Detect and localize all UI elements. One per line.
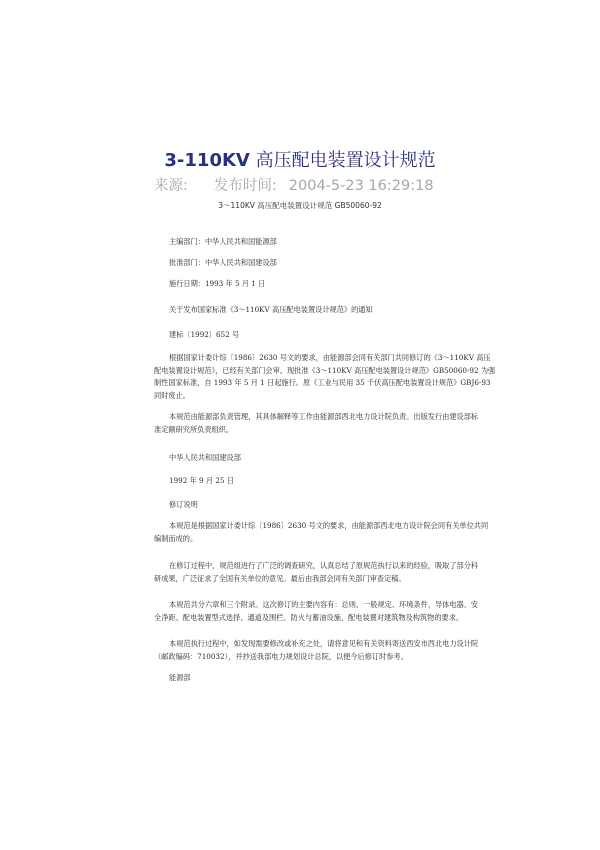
issuer-line: 中华人民共和国建设部 xyxy=(169,453,241,462)
title-text: 高压配电装置设计规范 xyxy=(249,150,436,171)
paragraph-line: 本规范执行过程中，如发现需要修改或补充之处，请将意见和有关资料寄送西安市西北电力设计院 xyxy=(169,639,479,648)
title-code: 3-110KV xyxy=(164,150,250,171)
paragraph-line: 本规范是根据国家计委计综〔1986〕2630 号文的要求，由能源部西北电力设计院会同有关单位共同 xyxy=(169,521,489,530)
paragraph-line: 本规范共分六章和三个附录。这次修订的主要内容有：总则、一般规定、环境条件、导体电器、安 xyxy=(169,600,479,609)
paragraph-line: 同时废止。 xyxy=(154,390,190,400)
revision-heading: 修订说明 xyxy=(169,500,198,509)
paragraph-line: 准定额研究所负责组织。 xyxy=(154,424,234,434)
paragraph-feedback xyxy=(154,638,479,663)
paragraph-line: （邮政编码：710032），并抄送我部电力规划设计总院，以便今后修订时参考。 xyxy=(154,651,408,661)
issue-date-line: 1992 年 9 月 25 日 xyxy=(169,476,234,485)
paragraph-line: 在修订过程中，规范组进行了广泛的调查研究，认真总结了原规范执行以来的经验，吸取了部分科 xyxy=(169,561,479,570)
paragraph-line: 研成果，广泛征求了全国有关单位的意见。最后由我部会同有关部门审查定稿。 xyxy=(154,573,406,583)
effective-date-line: 施行日期：1993 年 5 月 1 日 xyxy=(169,279,266,288)
paragraph-line: 根据国家计委计综〔1986〕2630 号文的要求，由能源部会同有关部门共同修订的《3～110KV 高压 xyxy=(169,353,491,362)
paragraph-line: 全净距、配电装置型式选择、通道及围栏、防火与蓄油设施、配电装置对建筑物及构筑物的要求。 xyxy=(154,612,464,622)
approver-line: 批准部门：中华人民共和国建设部 xyxy=(169,258,277,267)
publish-time-label: 发布时间: xyxy=(213,178,277,194)
signature-line: 能源部 xyxy=(169,673,191,682)
paragraph-contents xyxy=(154,599,479,624)
publish-time-value: 2004-5-23 16:29:18 xyxy=(288,178,434,194)
editor-line: 主编部门：中华人民共和国能源部 xyxy=(169,237,277,246)
paragraph-line: 本规范由能源部负责管理，其具体解释等工作由能源部西北电力设计院负责。出版发行由建设部标 xyxy=(169,412,479,421)
paragraph-line: 编制而成的。 xyxy=(154,533,198,543)
document-subtitle: 3～110KV 高压配电装置设计规范 GB50060-92 xyxy=(218,201,382,210)
paragraph-line: 配电装置设计规范》，已经有关部门会审。现批准《3～110KV 高压配电装置设计规范》GB50060-92 为强 xyxy=(154,365,496,375)
source-label: 来源: xyxy=(154,178,188,194)
publish-meta xyxy=(154,174,574,195)
notice-number: 建标〔1992〕652 号 xyxy=(169,330,240,339)
paragraph-approval xyxy=(154,352,496,402)
notice-title: 关于发布国家标准《3～110KV 高压配电装置设计规范》的通知 xyxy=(169,305,373,314)
paragraph-basis xyxy=(154,520,489,545)
paragraph-management xyxy=(154,411,479,436)
paragraph-process xyxy=(154,560,479,585)
paragraph-line: 制性国家标准，自 1993 年 5 月 1 日起施行。原《工业与民用 35 千伏高压配电装置设计规范》GBJ6-93 xyxy=(154,378,491,387)
page-title xyxy=(0,146,600,172)
